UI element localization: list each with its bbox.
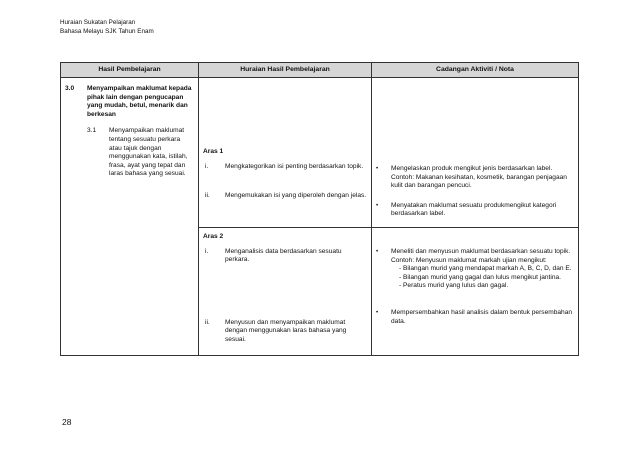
note-sub-2: - Bilangan murid yang gagal dan lulus mengikut jantina. — [399, 273, 562, 281]
aras2-note-2 — [372, 309, 574, 326]
syllabus-table — [60, 62, 579, 356]
aras1-notes-cell — [372, 78, 579, 228]
item-number: ii. — [205, 192, 210, 200]
note-example: Contoh: Menyusun maklumat markah ujian mengikut: — [391, 256, 547, 264]
sub-outcome-text: Menyampaikan maklumat tentang sesuatu perkara atau tajuk dengan menggunakan kata, istilah, frasa, ayat yang tepat dan laras bahasa yang sesuai. — [109, 127, 188, 178]
aras2-note-1 — [372, 248, 574, 291]
header-line-1: Huraian Sukatan Pelajaran — [60, 19, 136, 26]
item-text: Mengkategorikan isi penting berdasarkan topik. — [225, 162, 364, 170]
header-line-2: Bahasa Melayu SJK Tahun Enam — [60, 27, 154, 35]
bullet-icon: • — [376, 201, 379, 209]
aras2-description-cell — [199, 227, 372, 355]
note-text: Mempersembahkan hasil analisis dalam bentuk persembahan data. — [391, 308, 573, 325]
aras2-label: Aras 2 — [203, 232, 224, 240]
bullet-icon: • — [376, 165, 379, 172]
item-text: Mengemukakan isi yang diperoleh dengan jelas. — [225, 192, 367, 200]
aras1-note-1 — [372, 165, 574, 191]
header-huraian: Huraian Hasil Pembelajaran — [199, 63, 372, 78]
learning-outcome-cell — [61, 78, 199, 356]
aras1-item-ii — [203, 192, 367, 201]
outcome-number: 3.0 — [65, 85, 75, 92]
item-number: i. — [205, 247, 209, 255]
aras2-item-ii — [203, 319, 367, 345]
outcome-title: Menyampaikan maklumat kepada pihak lain dengan pengucapan yang mudah, betul, menarik dan berkesan — [87, 85, 192, 118]
header-cadangan: Cadangan Aktiviti / Nota — [372, 63, 579, 78]
running-header — [60, 19, 154, 36]
table-row-aras1 — [61, 78, 579, 228]
note-text: Menyatakan maklumat sesuatu produkmengikut kategori berdasarkan label. — [391, 201, 557, 218]
header-hasil-pembelajaran: Hasil Pembelajaran — [61, 63, 199, 78]
note-text: Meneliti dan menyusun maklumat berdasarkan sesuatu topik. — [391, 247, 571, 255]
note-sub-1: - Bilangan murid yang mendapat markah A, B, C, D, dan E. — [399, 265, 572, 273]
item-text: Menganalisis data berdasarkan sesuatu perkara. — [225, 247, 342, 264]
aras1-description-cell — [199, 78, 372, 228]
item-number: i. — [205, 162, 209, 170]
item-text: Menyusun dan menyampaikan maklumat dengan menggunakan laras bahasa yang sesuai. — [225, 318, 347, 343]
bullet-icon: • — [376, 308, 379, 316]
note-sub-3: - Peratus murid yang lulus dan gagal. — [399, 282, 509, 290]
bullet-icon: • — [376, 247, 379, 255]
outcome-3-0 — [65, 85, 194, 119]
aras1-label: Aras 1 — [203, 148, 224, 155]
page-number: 28 — [62, 417, 72, 427]
note-example: Contoh: Makanan kesihatan, kosmetik, barangan penjagaan kulit dan barangan pencuci. — [391, 173, 567, 190]
aras2-notes-cell — [372, 227, 579, 355]
item-number: ii. — [205, 318, 210, 326]
aras2-item-i — [203, 248, 367, 265]
aras1-note-2 — [372, 202, 574, 219]
note-text: Mengelaskan produk mengikut jenis berdasarkan label. — [391, 165, 553, 172]
sub-outcome-number: 3.1 — [87, 127, 97, 135]
table-header-row — [61, 63, 579, 78]
outcome-3-1 — [87, 127, 194, 179]
aras1-item-i — [203, 163, 367, 172]
